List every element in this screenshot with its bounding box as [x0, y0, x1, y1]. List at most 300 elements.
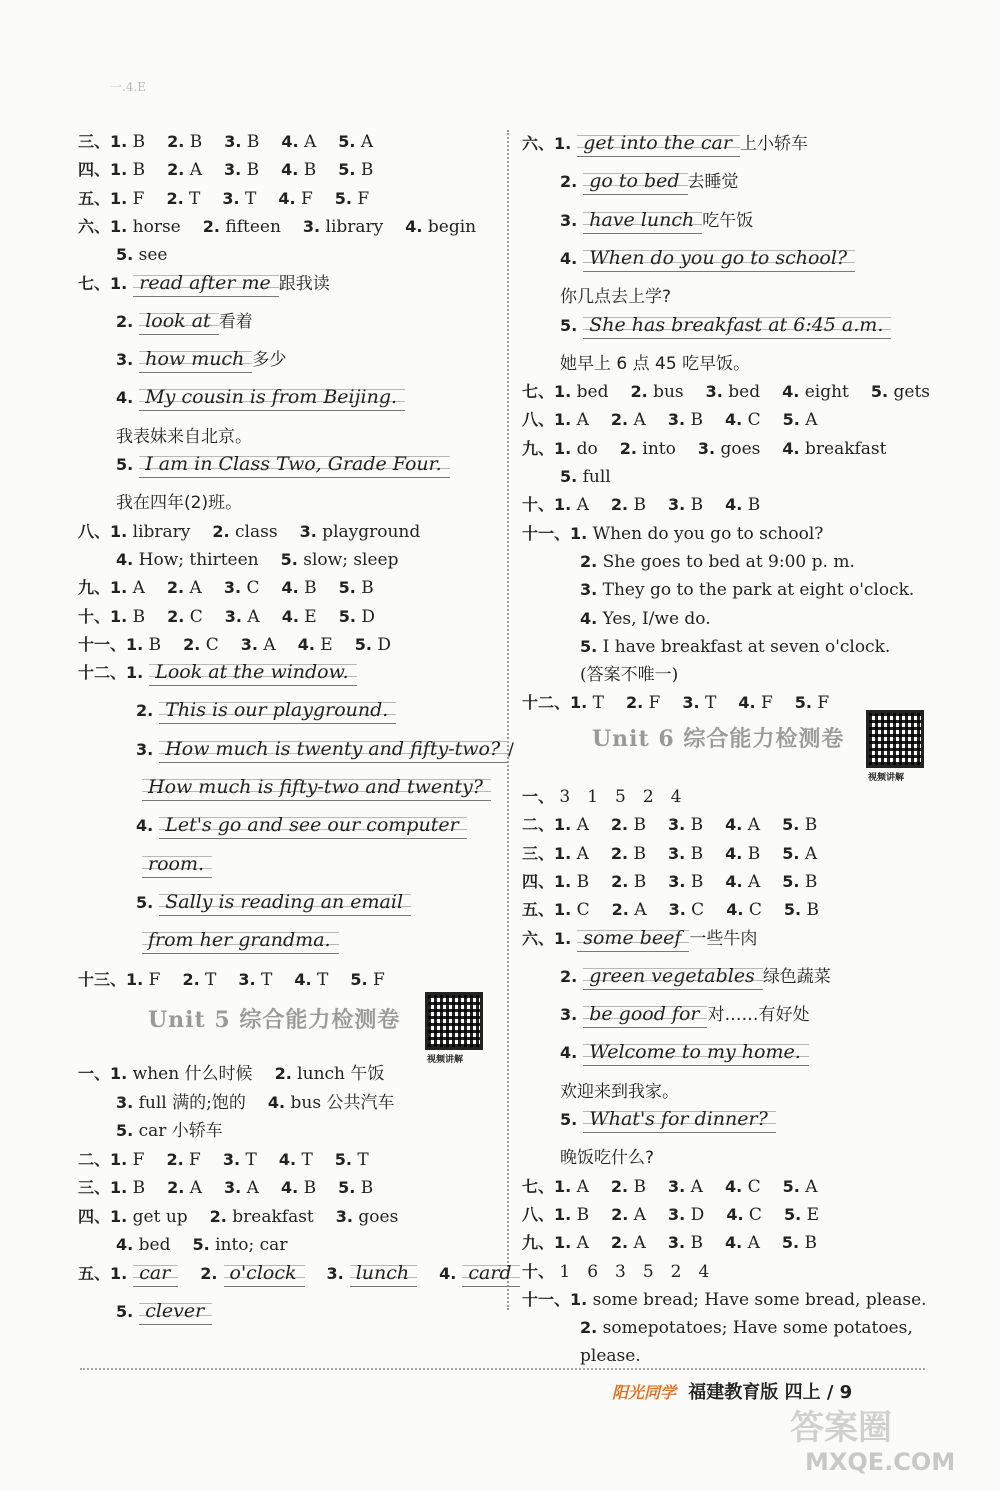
answer-row [78, 631, 391, 659]
answer-text: A [799, 410, 818, 431]
answer-text: bed [722, 382, 761, 403]
item-number: 3. [299, 521, 317, 541]
item-number: 1. [554, 815, 572, 835]
item-number: 1. [554, 928, 572, 948]
item-number: 5. [280, 549, 298, 569]
item-number: 1. [126, 663, 144, 683]
item-number: 3. [705, 382, 723, 402]
answer-row [78, 518, 420, 546]
item-number: 1. [554, 900, 572, 920]
answer-text: eight [799, 382, 849, 403]
item-number: 1. [110, 578, 128, 598]
qr-label: 视频讲解 [427, 1055, 464, 1065]
item-number: 1. [570, 523, 588, 543]
item-number: 2. [560, 966, 578, 986]
answer-text: A [355, 132, 374, 152]
answer-text: goes [353, 1206, 399, 1227]
answer-text: T [311, 969, 329, 990]
column-divider [507, 130, 509, 1310]
answer-text: A [799, 1176, 818, 1197]
item-number: 4. [281, 132, 299, 151]
answer-text: A [628, 1233, 646, 1254]
answer-text: B [298, 578, 317, 599]
item-number: 4. [782, 438, 800, 458]
answer-text: B [799, 1233, 817, 1254]
item-number: 2. [630, 382, 648, 402]
item-number: 2. [611, 871, 629, 891]
item-number: 3. [668, 495, 686, 515]
handwritten-answer: how much [139, 346, 252, 373]
answer-row [78, 574, 374, 602]
item-number: 5. [350, 969, 368, 989]
watermark-url: MXQE.COM [805, 1448, 956, 1476]
answer-row [522, 605, 711, 633]
item-number: 5. [334, 1149, 353, 1169]
item-number: 5. [560, 1110, 578, 1129]
item-number: 3. [668, 843, 686, 863]
question-number: 一、 [522, 787, 555, 806]
answer-text: begin [422, 216, 477, 237]
answer-text: slow; sleep [297, 549, 399, 570]
handwritten-answer: Sally is reading an email [159, 889, 411, 916]
chinese-text: 吃午饭 [702, 210, 754, 231]
answer-text: full 满的;饱的 [133, 1092, 246, 1113]
answer-row [78, 1231, 287, 1259]
item-number: 3. [668, 1176, 686, 1196]
item-number: 2. [580, 551, 598, 571]
chinese-text: 我在四年(2)班。 [116, 493, 243, 514]
question-number: 四、 [78, 1206, 111, 1226]
chinese-text: 对……有好处 [707, 1005, 810, 1026]
answer-row [78, 1298, 212, 1326]
qr-code-icon[interactable] [866, 710, 924, 768]
answer-row [522, 1106, 776, 1134]
answer-row [78, 128, 373, 156]
answer-row [522, 1078, 679, 1106]
item-number: 3. [682, 693, 700, 713]
item-number: 3. [697, 438, 716, 458]
handwritten-answer: I am in Class Two, Grade Four. [139, 451, 449, 478]
handwritten-answer: have lunch [583, 207, 702, 234]
item-number: 5. [782, 871, 800, 891]
item-number: 3. [335, 1206, 353, 1226]
answer-text: bed [133, 1235, 171, 1255]
answer-row [522, 435, 887, 463]
item-number: 3. [240, 634, 258, 654]
question-number: 一、 [78, 1064, 111, 1083]
item-number: 3. [238, 969, 256, 989]
answer-text: A [571, 843, 589, 864]
answer-text: somepotatoes; Have some potatoes, [597, 1318, 913, 1339]
item-number: 3. [222, 188, 240, 208]
answer-row [78, 489, 242, 517]
item-number: 1. [554, 1204, 572, 1224]
question-number: 二、 [522, 815, 555, 835]
answer-row [78, 384, 405, 412]
answer-row [78, 241, 167, 269]
answer-text: full [577, 467, 611, 487]
answer-text: T [587, 693, 604, 714]
answer-text: B [127, 1178, 146, 1198]
answer-row [522, 661, 678, 689]
question-number: 九、 [522, 438, 555, 458]
chinese-text: 去睡觉 [687, 172, 739, 193]
answer-row [522, 1039, 809, 1067]
answer-row [522, 925, 757, 953]
item-number: 4. [439, 1263, 457, 1283]
answer-text: library [127, 521, 191, 542]
item-number: 4. [725, 871, 743, 891]
item-number: 5. [338, 578, 356, 598]
answer-text: class [229, 521, 278, 542]
answer-row [522, 491, 760, 519]
handwritten-answer: Look at the window. [149, 659, 356, 686]
answer-text: A [742, 1233, 760, 1254]
item-number: 5. [116, 245, 134, 265]
answer-text: B [628, 815, 647, 836]
item-number: 1. [554, 438, 572, 458]
answer-text: B [184, 132, 203, 152]
answer-text: I have breakfast at seven o'clock. [597, 636, 891, 657]
item-number: 4. [560, 1043, 578, 1063]
answer-row [78, 774, 491, 802]
answer-text: (答案不唯一) [580, 665, 679, 686]
answer-row [78, 1174, 373, 1202]
chinese-text: 你几点去上学? [560, 287, 672, 308]
answer-text: B [685, 871, 704, 892]
answer-row [522, 868, 817, 896]
answer-text: A [571, 1233, 589, 1254]
answer-text: bed [571, 382, 609, 403]
answer-row [522, 1342, 641, 1370]
item-number: 1. [570, 1289, 588, 1309]
answer-text: How; thirteen [133, 549, 259, 570]
answer-row [522, 1144, 654, 1172]
answer-text: C [742, 1176, 761, 1197]
answer-text: C [571, 900, 590, 921]
brand-logo: 阳光同学 [612, 1383, 677, 1402]
item-number: 3. [116, 1092, 134, 1112]
answer-row [522, 130, 808, 158]
item-number: 4. [294, 969, 312, 989]
item-number: 1. [110, 521, 128, 541]
question-number: 六、 [522, 134, 555, 153]
answer-text: bus [647, 382, 684, 403]
handwritten-answer: Let's go and see our computer [159, 812, 466, 839]
item-number: 5. [782, 1176, 800, 1196]
answer-text: B [628, 1176, 647, 1197]
answer-row [522, 896, 819, 924]
item-number: 3. [560, 1005, 578, 1025]
answer-text: T [240, 1149, 257, 1170]
item-number: 5. [782, 843, 800, 863]
item-number: 2. [610, 843, 629, 863]
answer-text: A [298, 132, 317, 152]
answer-text: D [371, 634, 391, 655]
handwritten-answer: She has breakfast at 6:45 a.m. [583, 312, 891, 339]
item-number: 4. [278, 188, 296, 208]
answer-row [522, 312, 891, 340]
item-number: 5. [783, 1204, 802, 1224]
answer-row [522, 207, 753, 235]
answer-text: B [685, 815, 704, 836]
answer-text: A [184, 1178, 203, 1198]
handwritten-answer: get into the car [577, 130, 740, 157]
unit5-title: Unit 5 综合能力检测卷 [148, 1007, 401, 1033]
item-number: 3. [223, 578, 242, 598]
item-number: 3. [668, 871, 686, 891]
answer-text: T [199, 969, 217, 990]
answer-text: B [143, 634, 162, 655]
item-number: 1. [110, 188, 128, 208]
item-number: 4. [560, 248, 578, 268]
item-number: 2. [560, 172, 578, 192]
question-number: 十一、 [522, 1289, 571, 1309]
item-number: 5. [192, 1235, 210, 1254]
question-number: 十、 [78, 606, 111, 626]
answer-row [522, 633, 890, 661]
item-number: 4. [724, 1176, 743, 1196]
item-number: 4. [725, 843, 743, 863]
answer-text: E [298, 606, 317, 627]
question-number: 十一、 [522, 523, 571, 543]
answer-row [522, 811, 817, 839]
answer-row [78, 966, 385, 994]
answer-text: F [143, 969, 161, 990]
answer-text: B [241, 160, 260, 181]
answer-text: B [685, 410, 703, 431]
item-number: 1. [126, 969, 144, 989]
handwritten-answer: clever [139, 1298, 212, 1325]
answer-row [78, 812, 467, 840]
answer-row [78, 1060, 384, 1088]
question-number: 四、 [522, 871, 555, 891]
chinese-text: / [508, 739, 514, 760]
item-number: 3. [668, 1204, 686, 1224]
item-number: 4. [281, 578, 299, 598]
question-number: 三、 [522, 843, 555, 863]
answer-text: C [200, 634, 219, 655]
answer-row [78, 736, 514, 764]
chinese-text: 我表妹来自北京。 [116, 426, 252, 447]
answer-row [78, 1117, 223, 1145]
answer-text: T [239, 188, 257, 209]
item-number: 5. [338, 160, 356, 180]
item-number: 4. [724, 1233, 743, 1253]
qr-code-icon[interactable] [425, 992, 483, 1050]
handwritten-answer: card [462, 1260, 519, 1287]
answer-row [78, 927, 339, 955]
answer-text: F [367, 969, 385, 990]
chinese-text: 跟我读 [278, 273, 330, 294]
handwritten-answer: My cousin is from Beijing. [139, 384, 405, 411]
item-number: 4. [280, 1178, 299, 1197]
answer-text: playground [316, 521, 421, 542]
answer-text: B [571, 871, 590, 892]
footer-divider [80, 1368, 925, 1370]
item-number: 4. [725, 815, 743, 835]
answer-text: goes [715, 438, 761, 459]
item-number: 2. [610, 495, 629, 515]
item-number: 5. [334, 188, 353, 208]
answer-text: B [801, 900, 819, 921]
answer-text: bus 公共汽车 [285, 1092, 395, 1113]
question-number: 七、 [522, 1176, 555, 1196]
answer-text: T [699, 693, 717, 714]
answer-text: F [755, 693, 773, 714]
answer-row [78, 546, 399, 574]
item-number: 4. [136, 816, 154, 836]
item-number: 3. [667, 1233, 686, 1253]
answer-row [522, 1314, 913, 1342]
answer-text: A [571, 410, 589, 431]
answer-text: 3 1 5 2 4 [554, 787, 682, 807]
answer-row [522, 1258, 709, 1286]
answer-row [78, 1146, 369, 1174]
question-number: 二、 [78, 1149, 111, 1169]
unit6-title: Unit 6 综合能力检测卷 [592, 726, 845, 752]
answer-text: B [685, 495, 704, 516]
item-number: 5. [782, 410, 800, 430]
item-number: 2. [610, 815, 629, 835]
handwritten-answer: How much is fifty-two and twenty? [142, 774, 491, 801]
item-number: 2. [610, 1233, 629, 1253]
item-number: 1. [110, 606, 128, 626]
answer-text: C [743, 1204, 762, 1225]
answer-text: horse [127, 216, 181, 237]
chinese-text: 一些牛肉 [689, 928, 758, 949]
question-number: 十一、 [78, 634, 127, 654]
answer-text: D [685, 1204, 705, 1225]
answer-row [522, 245, 855, 273]
answer-text: B [298, 1178, 317, 1198]
item-number: 2. [166, 578, 185, 598]
item-number: 4. [116, 1235, 134, 1254]
item-number: 2. [166, 188, 184, 208]
answer-text: see [133, 245, 168, 266]
item-number: 2. [625, 693, 644, 713]
handwritten-answer: When do you go to school? [583, 245, 855, 272]
item-number: 1. [110, 1178, 128, 1197]
answer-text: C [743, 900, 762, 921]
answer-row [522, 168, 739, 196]
answer-row [522, 406, 818, 434]
item-number: 3. [224, 132, 242, 151]
item-number: 2. [136, 701, 154, 721]
item-number: 4. [116, 549, 134, 569]
answer-text: A [742, 815, 761, 836]
item-number: 1. [110, 216, 128, 236]
item-number: 5. [338, 1178, 356, 1197]
answer-row [78, 156, 373, 184]
answer-text: Yes, I/we do. [597, 608, 711, 629]
question-number: 四、 [78, 160, 111, 180]
answer-text: A [742, 871, 761, 892]
answer-text: F [295, 188, 313, 209]
answer-text: B [355, 160, 374, 181]
answer-row [78, 889, 411, 917]
answer-row [522, 840, 817, 868]
answer-text: A [258, 634, 276, 655]
item-number: 1. [570, 693, 588, 713]
item-number: 1. [554, 843, 572, 863]
question-number: 十二、 [522, 693, 571, 713]
handwritten-answer: This is our playground. [159, 697, 396, 724]
answer-row [522, 783, 682, 811]
item-number: 1. [110, 1149, 128, 1169]
answer-text: car 小轿车 [133, 1121, 223, 1141]
item-number: 5. [560, 467, 578, 486]
answer-text: B [685, 843, 704, 864]
item-number: 1. [110, 160, 128, 180]
answer-text: A [799, 843, 818, 864]
item-number: 1. [110, 273, 128, 293]
question-number: 三、 [78, 132, 111, 151]
answer-text: A [571, 815, 589, 836]
handwritten-answer: Welcome to my home. [583, 1039, 809, 1066]
item-number: 1. [554, 1176, 572, 1196]
item-number: 4. [782, 382, 800, 402]
item-number: 4. [281, 160, 299, 180]
answer-text: E [801, 1204, 819, 1225]
answer-text: F [127, 1149, 145, 1170]
question-number: 八、 [522, 1204, 555, 1224]
answer-text: into [636, 438, 676, 459]
answer-text: when 什么时候 [127, 1064, 253, 1084]
answer-row [78, 603, 375, 631]
answer-text: They go to the park at eight o'clock. [597, 580, 915, 601]
question-number: 三、 [78, 1178, 111, 1197]
item-number: 1. [554, 495, 572, 515]
item-number: 1. [554, 134, 572, 153]
answer-text: B [628, 871, 647, 892]
item-number: 3. [580, 580, 598, 600]
item-number: 1. [554, 382, 572, 402]
answer-text: A [184, 160, 203, 181]
item-number: 5. [782, 815, 800, 835]
item-number: 4. [726, 900, 744, 920]
question-number: 五、 [522, 900, 555, 920]
question-number: 八、 [522, 410, 555, 430]
answer-text: B [628, 843, 647, 864]
handwritten-answer: from her grandma. [142, 927, 339, 954]
handwritten-answer: What's for dinner? [583, 1106, 776, 1133]
item-number: 1. [110, 1064, 128, 1083]
answer-text: A [685, 1176, 703, 1197]
answer-text: F [812, 693, 830, 714]
answer-row [78, 659, 357, 687]
item-number: 2. [580, 1318, 598, 1338]
answer-text: B [127, 606, 146, 627]
question-number: 十三、 [78, 969, 127, 989]
handwritten-answer: some beef [577, 925, 689, 952]
item-number: 2. [116, 311, 134, 331]
handwritten-answer: car [133, 1260, 178, 1287]
item-number: 2. [167, 160, 185, 180]
answer-text: B [355, 1178, 374, 1198]
item-number: 2. [212, 521, 230, 541]
footer-text: 福建教育版 四上 / 9 [688, 1382, 853, 1403]
item-number: 4. [580, 608, 598, 628]
answer-row [78, 697, 396, 725]
item-number: 1. [554, 1233, 572, 1253]
answer-text: C [742, 410, 761, 431]
item-number: 2. [167, 606, 185, 626]
answer-text: B [742, 843, 761, 864]
item-number: 2. [611, 1204, 629, 1224]
chinese-text: 绿色蔬菜 [762, 966, 831, 987]
item-number: 2. [183, 634, 201, 654]
